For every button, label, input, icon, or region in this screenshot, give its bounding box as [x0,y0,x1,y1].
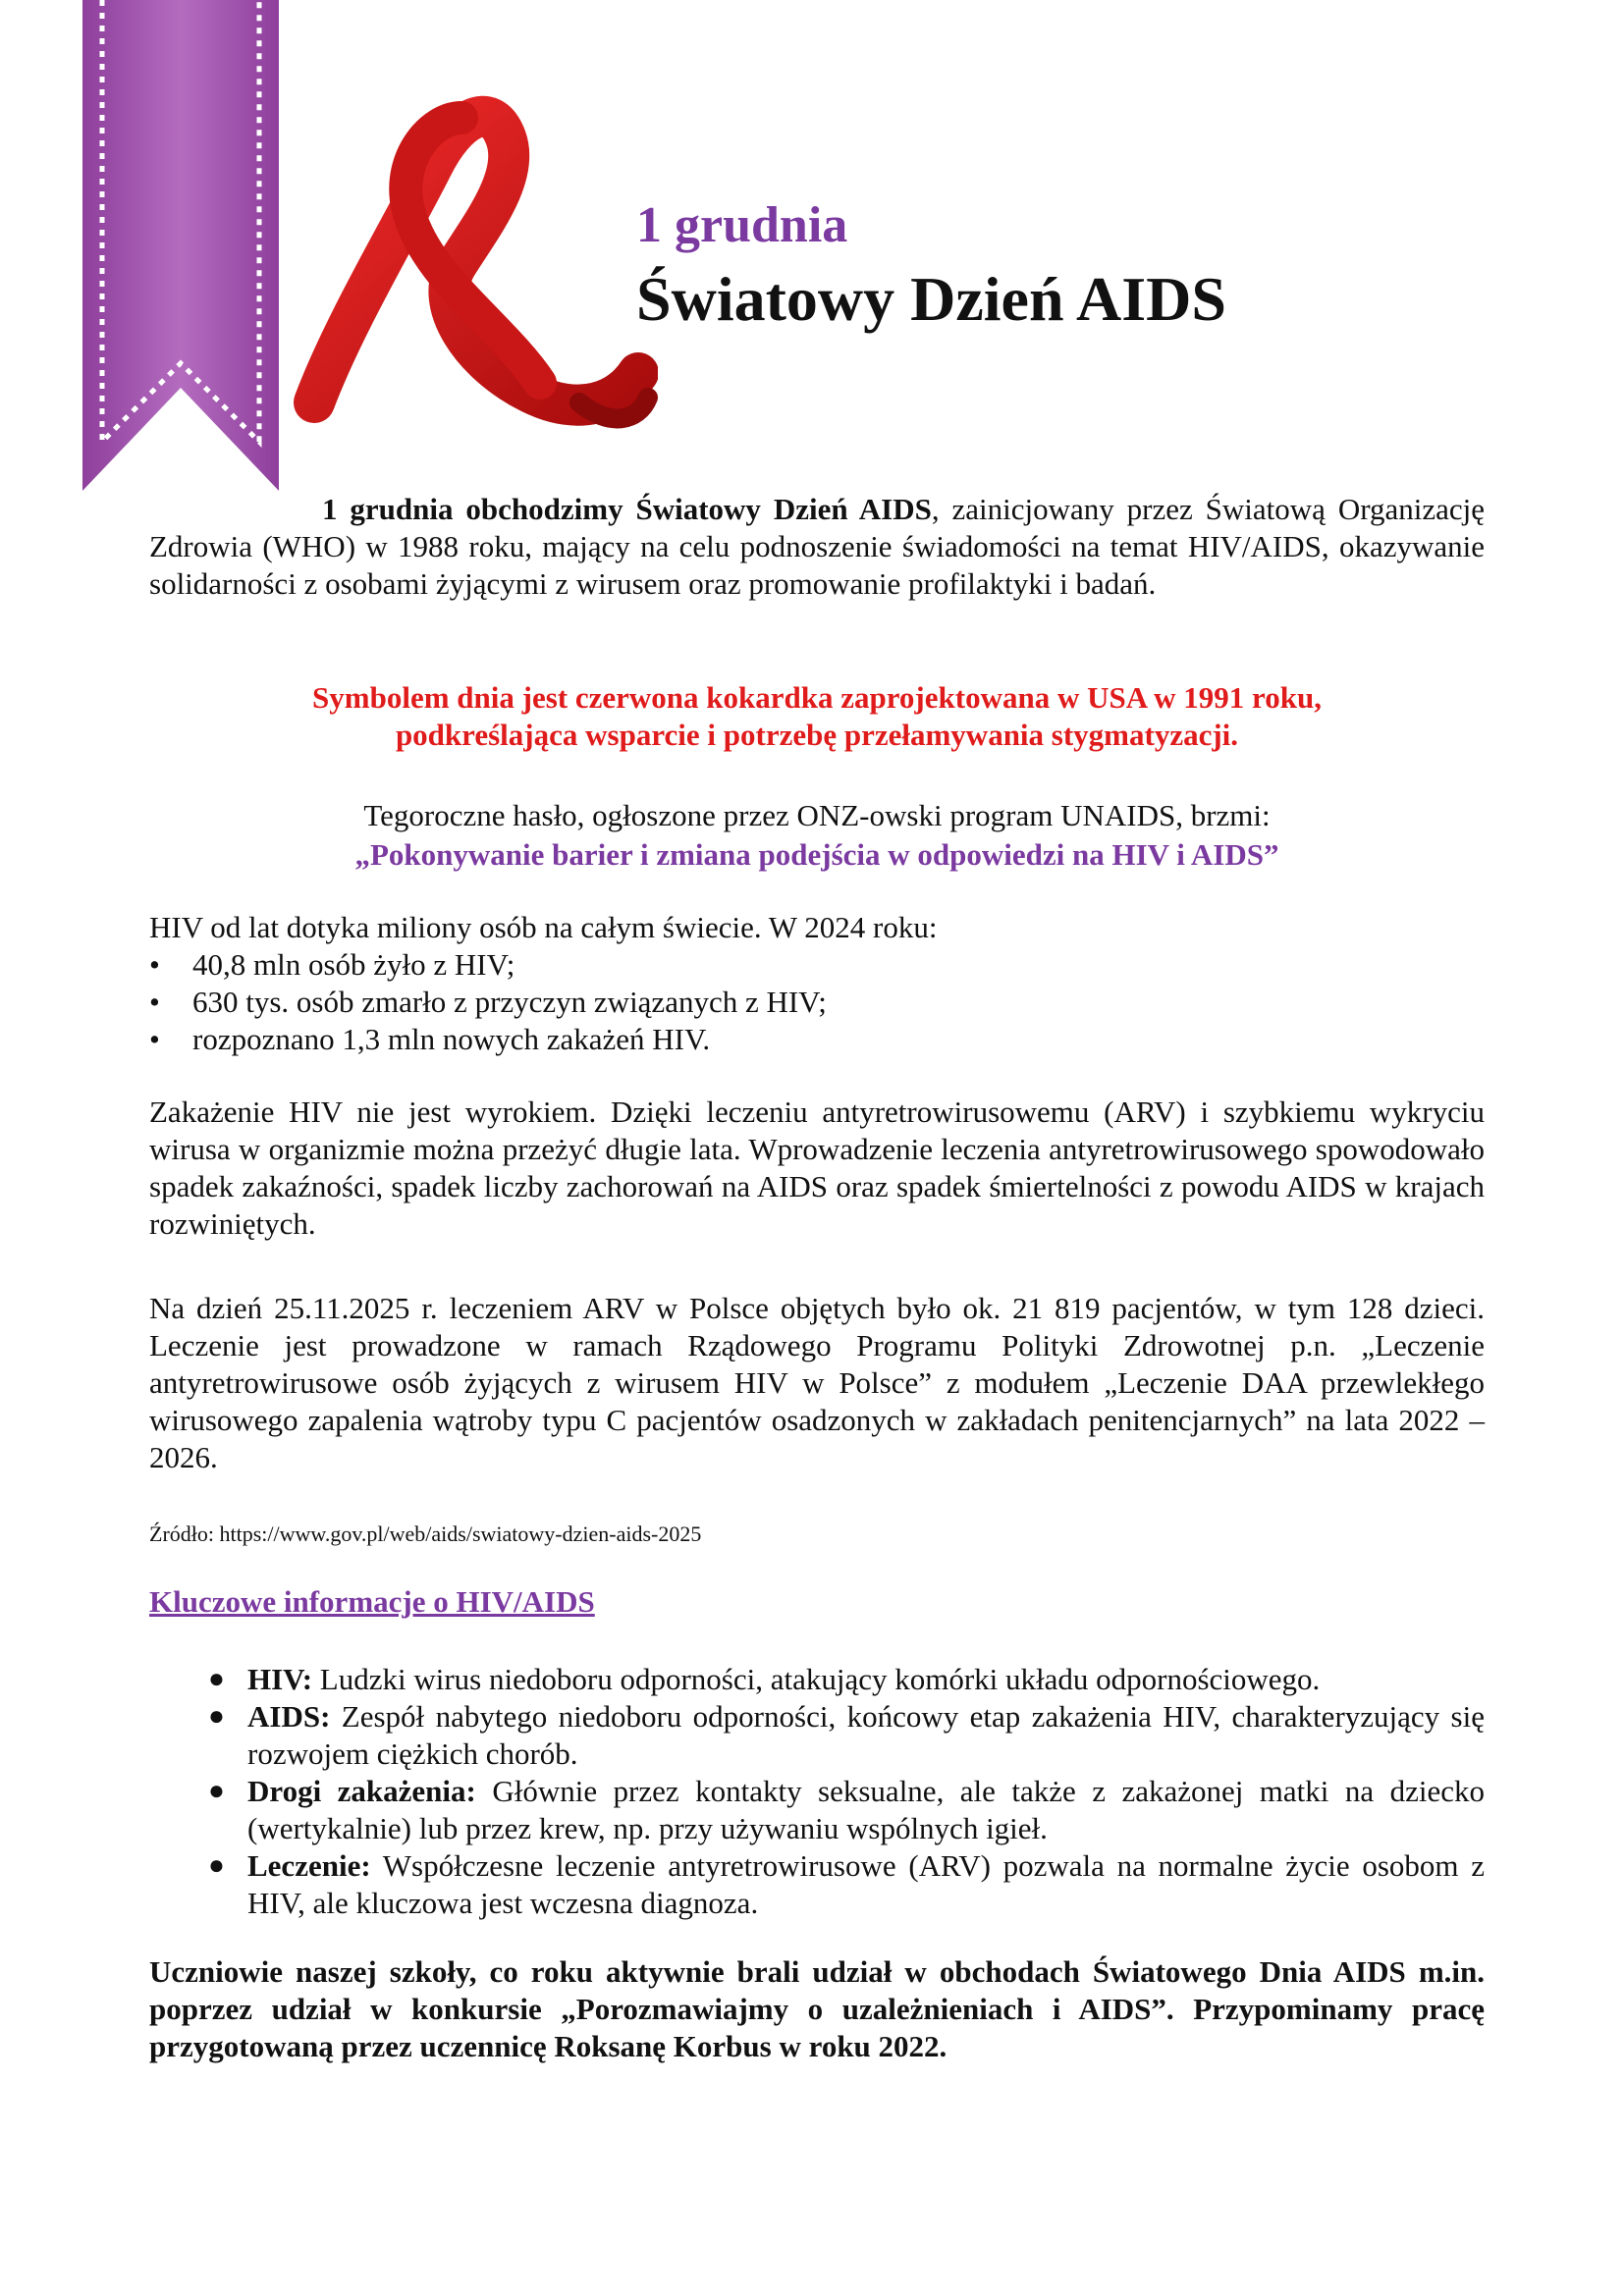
intro-lead: 1 grudnia obchodzimy Światowy Dzień AIDS [322,492,932,526]
stat-item: 40,8 mln osób żyło z HIV; [192,947,515,982]
stat-item: 630 tys. osób zmarło z przyczyn związanych z HIV; [192,985,827,1019]
key-term: AIDS: [247,1699,331,1734]
intro-rest: , zainicjowany przez Światową Organizację Zdrowia (WHO) w 1988 roku, mający na celu podnoszenie świadomości na temat HIV/AIDS, okazywanie solidarności z osobami żyjącymi z wirusem oraz promowanie profilaktyki i badań. [149,492,1486,601]
stats-intro: HIV od lat dotyka miliony osób na całym świecie. W 2024 roku: [149,910,938,944]
poland-paragraph: Na dzień 25.11.2025 r. leczeniem ARV w Polsce objętych było ok. 21 819 pacjentów, w tym 128 dzieci. Leczenie jest prowadzone w ramach Rządowego Programu Polityki Zdrowotnej p.n. „Leczenie antyretrowirusowe osób żyjących z wirusem HIV w Polsce” z modułem „Leczenie DAA przewlekłego wirusowego zapalenia wątroby typu C pacjentów osadzonych w zakładach penitencjarnych” na lata 2022 – 2026. [149,1291,1485,1474]
source-link[interactable]: Źródło: https://www.gov.pl/web/aids/swiatowy-dzien-aids-2025 [149,1522,702,1546]
bullet-icon: ● [208,1850,225,1881]
key-desc: Zespół nabytego niedoboru odporności, końcowy etap zakażenia HIV, charakteryzujący się rozwojem ciężkich chorób. [247,1699,1485,1771]
bullet-icon: • [149,985,160,1019]
bullet-icon: ● [208,1776,225,1806]
motto-text: „Pokonywanie barier i zmiana podejścia w odpowiedzi na HIV i AIDS” [354,837,1279,872]
symbol-line-2: podkreślająca wsparcie i potrzebę przełamywania stygmatyzacji. [395,718,1239,752]
bullet-icon: • [149,947,160,982]
key-term: HIV: [247,1662,313,1696]
symbol-paragraph [149,679,1485,754]
symbol-line-1: Symbolem dnia jest czerwona kokardka zaprojektowana w USA w 1991 roku, [312,680,1322,715]
key-term: Drogi zakażenia: [247,1774,476,1808]
key-desc: Ludzki wirus niedoboru odporności, atakujący komórki układu odpornościowego. [312,1662,1321,1696]
key-desc: Głównie przez kontakty seksualne, ale także z zakażonej matki na dziecko (wertykalnie) lub przez krew, np. przy używaniu wspólnych igieł. [247,1774,1485,1845]
key-term: Leczenie: [247,1848,371,1883]
intro-paragraph [149,491,1485,603]
page-title: Światowy Dzień AIDS [636,264,1226,334]
bullet-icon: ● [208,1664,225,1694]
key-desc: Współczesne leczenie antyretrowirusowe (ARV) pozwala na normalne życie osobom z HIV, ale kluczowa jest wczesna diagnoza. [247,1848,1485,1920]
bullet-icon: • [149,1022,160,1056]
red-ribbon-icon [285,79,658,471]
key-info-heading: Kluczowe informacje o HIV/AIDS [149,1584,595,1619]
motto-intro: Tegoroczne hasło, ogłoszone przez ONZ-owski program UNAIDS, brzmi: [363,798,1271,832]
purple-banner-icon [82,0,279,491]
stat-item: rozpoznano 1,3 mln nowych zakażeń HIV. [192,1022,711,1056]
final-paragraph: Uczniowie naszej szkoły, co roku aktywnie brali udział w obchodach Światowego Dnia AIDS m.in. poprzez udział w konkursie „Porozmawiajmy o uzależnieniach i AIDS”. Przypominamy pracę przygotowaną przez uczennicę Roksanę Korbus w roku 2022. [149,1954,1485,2063]
treatment-paragraph: Zakażenie HIV nie jest wyrokiem. Dzięki leczeniu antyretrowirusowemu (ARV) i szybkiemu wykryciu wirusa w organizmie można przeżyć długie lata. Wprowadzenie leczenia antyretrowirusowego spowodowało spadek zakaźności, spadek liczby zachorowań na AIDS oraz spadek śmiertelności z powodu AIDS w krajach rozwiniętych. [149,1095,1485,1241]
bullet-icon: ● [208,1701,225,1732]
title-date: 1 grudnia [636,197,848,253]
